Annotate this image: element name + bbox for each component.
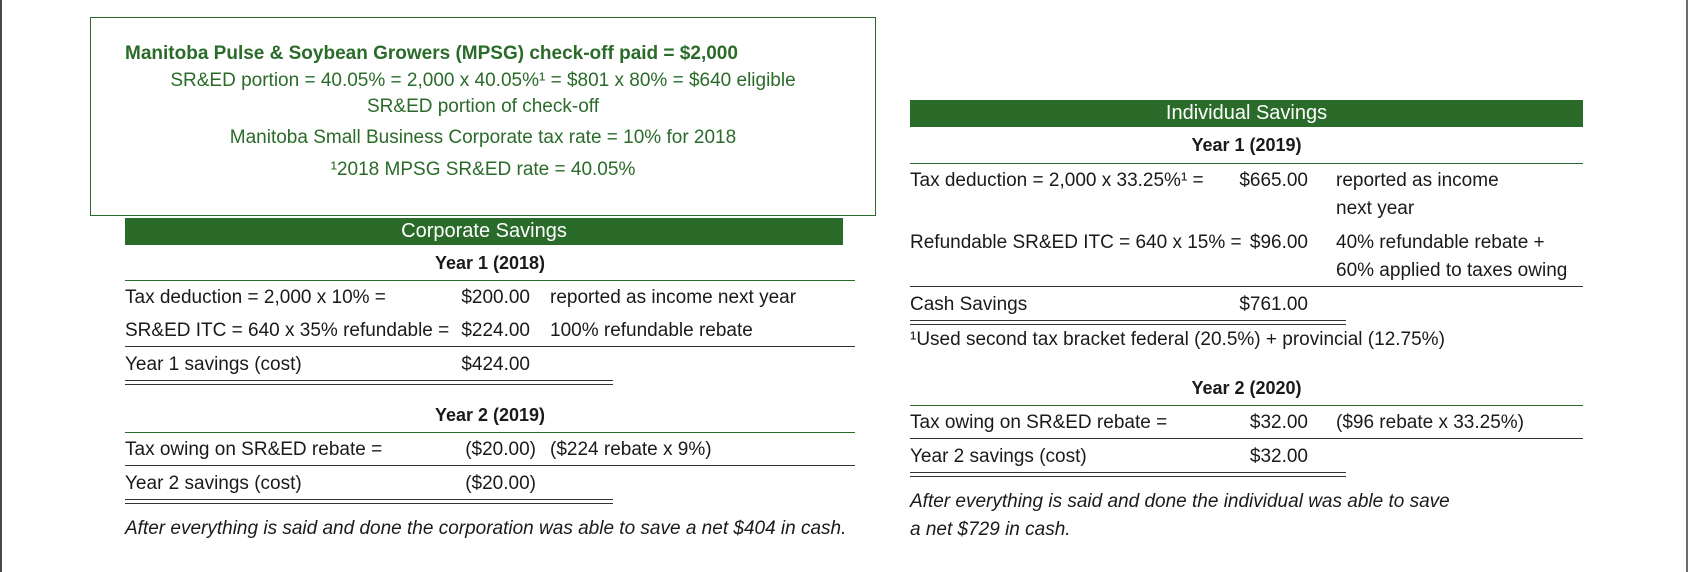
corporate-year2-rule — [125, 432, 855, 433]
corporate-row-label: Tax deduction = 2,000 x 10% = — [125, 287, 386, 308]
corporate-year2-double-rule — [125, 499, 613, 504]
individual-row-note-cont: 60% applied to taxes owing — [1336, 260, 1568, 281]
individual-savings-heading: Individual Savings — [910, 100, 1583, 127]
corporate-row-amount: $200.00 — [461, 287, 530, 308]
corporate-row-label: SR&ED ITC = 640 x 35% refundable = — [125, 320, 450, 341]
corporate-year1-subtotal-rule — [125, 346, 855, 347]
individual-year1-rule — [910, 163, 1583, 164]
corporate-conclusion: After everything is said and done the corporation was able to save a net $404 in cash. — [125, 518, 847, 539]
corporate-year2-subtotal-rule — [125, 465, 855, 466]
page-left-edge — [0, 0, 2, 572]
info-line-sred-portion: SR&ED portion = 40.05% = 2,000 x 40.05%¹ = $801 x 80% = $640 eligible — [170, 70, 796, 91]
corporate-year2-heading: Year 2 (2019) — [434, 405, 546, 425]
individual-year2-rule — [910, 405, 1583, 406]
corporate-year1-double-rule — [125, 380, 613, 385]
individual-year2-subtotal-rule — [910, 438, 1583, 439]
individual-row-note-cont: next year — [1336, 198, 1415, 219]
corporate-year1-total-amount: $424.00 — [461, 354, 530, 375]
info-title: Manitoba Pulse & Soybean Growers (MPSG) check-off paid = $2,000 — [125, 43, 738, 64]
individual-row-amount: $665.00 — [1239, 170, 1308, 191]
info-line-sred-portion-cont: SR&ED portion of check-off — [367, 96, 599, 117]
individual-year2-double-rule — [910, 472, 1346, 477]
individual-conclusion: After everything is said and done the individual was able to save — [910, 491, 1450, 512]
individual-row-label: Tax owing on SR&ED rebate = — [910, 412, 1168, 433]
corporate-year1-rule — [125, 280, 855, 281]
corporate-row-amount: ($20.00) — [465, 439, 536, 460]
individual-row-label: Tax deduction = 2,000 x 33.25%¹ = — [910, 170, 1204, 191]
individual-year2-total-amount: $32.00 — [1249, 446, 1308, 467]
individual-row-note: ($96 rebate x 33.25%) — [1336, 412, 1525, 433]
corporate-row-note: reported as income next year — [550, 287, 797, 308]
individual-row-amount: $32.00 — [1249, 412, 1308, 433]
individual-year1-double-rule — [910, 320, 1346, 325]
individual-year2-total-label: Year 2 savings (cost) — [910, 446, 1087, 467]
corporate-row-amount: $224.00 — [461, 320, 530, 341]
corporate-year1-heading: Year 1 (2018) — [434, 253, 546, 273]
info-line-footnote: ¹2018 MPSG SR&ED rate = 40.05% — [330, 159, 636, 180]
individual-footnote: ¹Used second tax bracket federal (20.5%) + provincial (12.75%) — [910, 329, 1445, 350]
individual-row-note: reported as income — [1336, 170, 1499, 191]
individual-row-note: 40% refundable rebate + — [1336, 232, 1545, 253]
individual-row-label: Refundable SR&ED ITC = 640 x 15% = — [910, 232, 1242, 253]
individual-cash-savings-amount: $761.00 — [1239, 294, 1308, 315]
individual-row-amount: $96.00 — [1249, 232, 1308, 253]
corporate-year1-total-label: Year 1 savings (cost) — [125, 354, 302, 375]
individual-conclusion-cont: a net $729 in cash. — [910, 519, 1071, 540]
corporate-savings-heading: Corporate Savings — [125, 218, 843, 245]
individual-year1-heading: Year 1 (2019) — [1191, 135, 1302, 155]
individual-cash-savings-label: Cash Savings — [910, 294, 1028, 315]
info-line-tax-rate: Manitoba Small Business Corporate tax rate = 10% for 2018 — [229, 127, 737, 148]
individual-year1-subtotal-rule — [910, 286, 1583, 287]
corporate-row-label: Tax owing on SR&ED rebate = — [125, 439, 383, 460]
corporate-row-note: 100% refundable rebate — [550, 320, 753, 341]
individual-year2-heading: Year 2 (2020) — [1191, 378, 1302, 398]
check-off-info-box — [90, 17, 876, 216]
corporate-year2-total-label: Year 2 savings (cost) — [125, 473, 302, 494]
corporate-year2-total-amount: ($20.00) — [465, 473, 536, 494]
corporate-row-note: ($224 rebate x 9%) — [550, 439, 712, 460]
